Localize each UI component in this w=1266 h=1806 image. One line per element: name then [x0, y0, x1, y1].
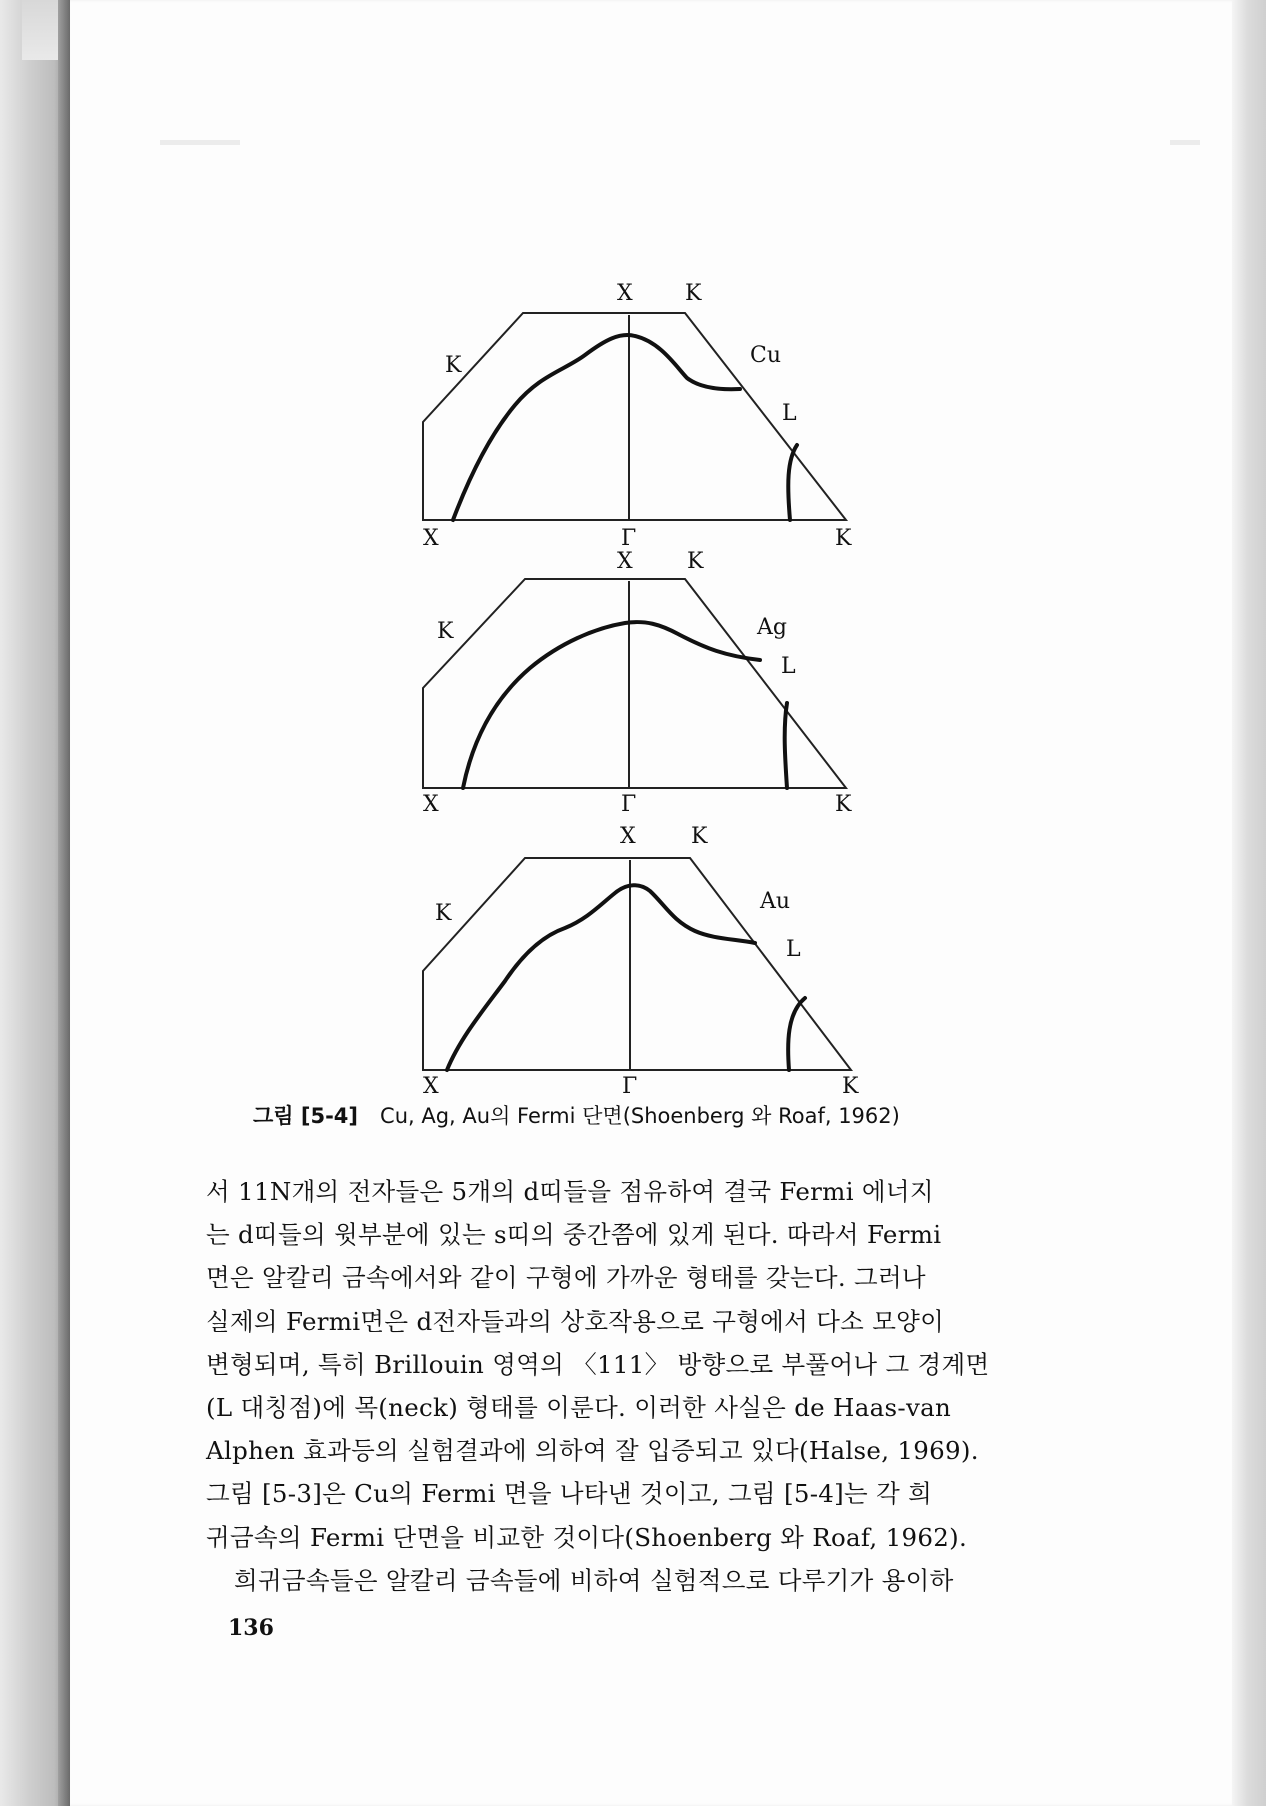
fermi-panel-cu	[395, 270, 895, 550]
fermi-panel-au	[395, 813, 895, 1103]
label-metal: Ag	[757, 615, 787, 640]
text-line: 서 11N개의 전자들은 5개의 d띠들을 점유하여 결국 Fermi 에너지	[206, 1177, 934, 1206]
scan-mark	[1170, 140, 1200, 145]
text-line: 실제의 Fermi면은 d전자들과의 상호작용으로 구형에서 다소 모양이	[206, 1306, 945, 1336]
label-x-bottom: X	[423, 792, 439, 817]
label-k-left: K	[437, 619, 454, 644]
label-k-bottom: K	[842, 1074, 859, 1099]
label-x-top: X	[617, 281, 633, 306]
paragraph-start: 희귀금속들은 알칼리 금속들에 비하여 실험적으로 다루기가 용이하	[234, 1565, 954, 1595]
label-x-top: X	[620, 824, 636, 849]
label-x-bottom: X	[423, 526, 439, 551]
label-k-left: K	[435, 901, 452, 926]
caption-text: Cu, Ag, Au의 Fermi 단면(Shoenberg 와 Roaf, 1962)	[380, 1104, 900, 1128]
label-l-point: L	[786, 937, 801, 962]
label-gamma: Γ	[622, 1074, 638, 1099]
label-k-top: K	[691, 824, 708, 849]
label-x-top: X	[617, 549, 633, 574]
label-k-top: K	[687, 549, 704, 574]
label-metal: Cu	[750, 343, 782, 368]
figure-number: 그림 [5-4]	[253, 1104, 359, 1128]
text-line: 면은 알칼리 금속에서와 같이 구형에 가까운 형태를 갖는다. 그러나	[206, 1263, 926, 1293]
text-line: 귀금속의 Fermi 단면을 비교한 것이다(Shoenberg 와 Roaf, 1962).	[206, 1522, 968, 1552]
label-metal: Au	[760, 889, 791, 914]
figure-caption	[253, 1100, 1033, 1130]
book-binding-shadow	[58, 0, 70, 1806]
label-k-bottom: K	[835, 792, 852, 817]
label-l-point: L	[781, 654, 796, 679]
fermi-panel-ag	[395, 538, 895, 818]
fermi-surface-figure	[395, 270, 895, 1120]
book-right-edge	[1232, 0, 1266, 1806]
text-line: Alphen 효과등의 실험결과에 의하여 잘 입증되고 있다(Halse, 1969).	[206, 1436, 979, 1466]
body-text	[206, 1170, 1086, 1602]
text-line: 그림 [5-3]은 Cu의 Fermi 면을 나타낸 것이고, 그림 [5-4]는 각 희	[206, 1479, 933, 1509]
label-k-top: K	[685, 281, 702, 306]
fermi-contour	[453, 335, 740, 520]
label-k-bottom: K	[835, 526, 852, 551]
label-x-bottom: X	[423, 1074, 439, 1099]
fermi-neck-contour	[788, 998, 805, 1070]
text-line: (L 대칭점)에 목(neck) 형태를 이룬다. 이러한 사실은 de Haas-van	[206, 1393, 952, 1423]
page-number: 136	[228, 1615, 274, 1641]
fermi-contour	[447, 885, 755, 1070]
label-k-left: K	[445, 353, 462, 378]
text-line: 변형되며, 특히 Brillouin 영역의 〈111〉 방향으로 부풀어나 그 경계면	[206, 1349, 990, 1379]
scan-mark	[160, 140, 240, 145]
fermi-contour	[463, 622, 760, 788]
label-gamma: Γ	[621, 526, 637, 551]
brillouin-zone-outline	[423, 579, 846, 788]
label-gamma: Γ	[621, 792, 637, 817]
text-line: 는 d띠들의 윗부분에 있는 s띠의 중간쯤에 있게 된다. 따라서 Fermi	[206, 1220, 942, 1250]
fermi-neck-contour	[785, 703, 787, 788]
label-l-point: L	[782, 401, 797, 426]
